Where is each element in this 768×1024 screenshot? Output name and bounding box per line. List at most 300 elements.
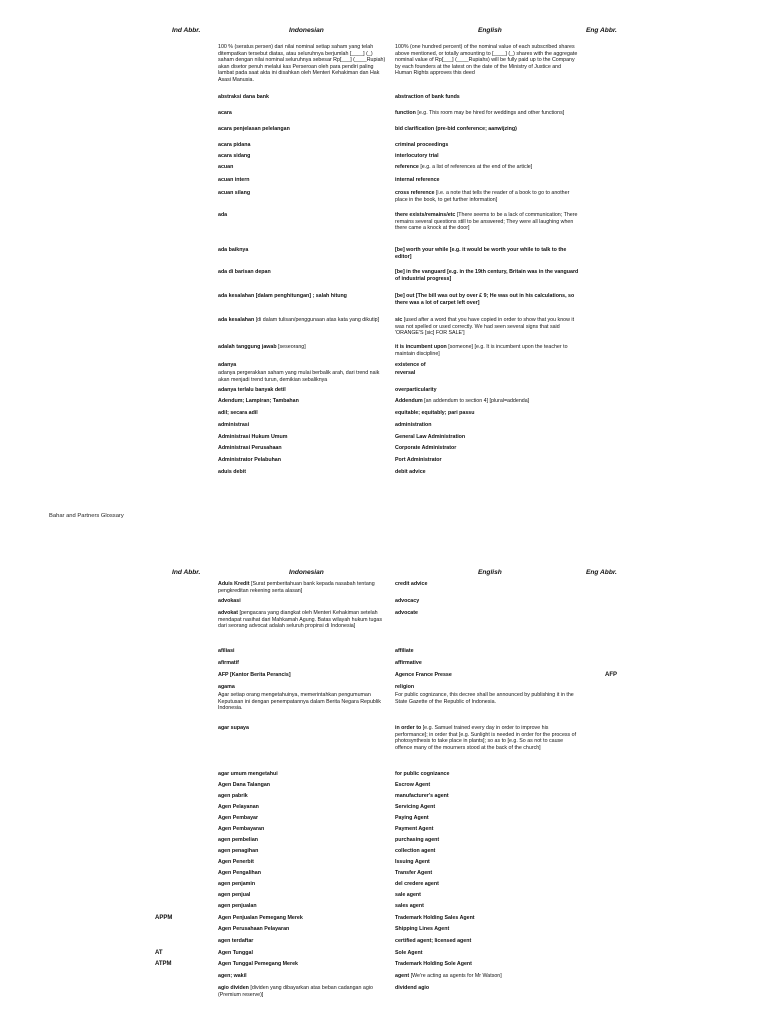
eng-cell [395,362,579,369]
eng-cell [395,410,579,417]
table-row [0,164,768,177]
ind-cell [218,164,388,171]
ind-term: acara pidana [218,142,251,148]
eng-term: equitable; equitably; pari passu [395,410,475,416]
eng-cell [395,950,579,957]
table-row [0,870,768,881]
table-row [0,410,768,422]
ind-cell [218,293,388,300]
ind-cell [218,457,388,464]
eng-term: Transfer Agent [395,870,433,876]
ind-gloss: [seseorang] [276,344,306,350]
eng-term: sale agent [395,892,421,898]
ind-term: Agen Pembayar [218,815,259,821]
ind-cell [218,848,388,855]
ind-term: advokat [218,610,239,616]
table-row [0,469,768,479]
ind-cell [218,370,388,383]
table-row [0,362,768,370]
ind-gloss: 100 % (seratus persen) dari nilai nominal setiap saham yang telah ditempatkan tersebut diatas, atau seluruhnya berjumlah [____] (_) saham dengan nilai nominal seluruhnya sebesar Rp[___] (____Rupiah) akan disetor penuh melalui kas Perseroan oleh para pendiri paling lambat pada saat akta ini disahkan oleh Menteri Kehakiman dan Hak Asasi Manusia. [218,44,386,83]
eng-cell [395,581,579,588]
eng-cell [395,870,579,877]
ind-cell [218,881,388,888]
ind-term: adalah tanggung jawab [218,344,277,350]
header-ind-abbr: Ind Abbr. [172,27,201,34]
ind-term: Agen Pelayanan [218,804,259,810]
eng-cell [395,269,579,282]
eng-cell [395,804,579,811]
eng-term: administration [395,422,432,428]
eng-term: agent [395,973,410,979]
eng-term: interlocutory trial [395,153,439,159]
ind-cell [218,269,388,276]
eng-cell [395,985,579,992]
ind-term: acuan intern [218,177,250,183]
table-row [0,660,768,672]
ind-cell [218,94,388,101]
ind-cell [218,317,388,324]
eng-term: certified agent; licensed agent [395,938,472,944]
ind-term: agama [218,684,235,690]
ind-term: ada [218,212,228,218]
eng-cell [395,725,579,751]
eng-term: bid clarification (pre-bid conference; aanwijzing) [395,126,517,132]
ind-cell [218,892,388,899]
ind-term: Aduis Kredit [218,581,250,587]
eng-term: sales agent [395,903,424,909]
table-row [0,317,768,344]
table-row [0,648,768,660]
eng-gloss: [someone] [e.g. It is incumbent upon the teacher to maintain discipline] [395,344,568,357]
table-row [0,782,768,793]
table-row [0,293,768,317]
table-row [0,434,768,445]
ind-cell [218,398,388,405]
ind-term: agen pembelian [218,837,259,843]
table-row [0,915,768,926]
ind-cell [218,804,388,811]
header-eng-abbr: Eng Abbr. [586,27,617,34]
eng-term: collection agent [395,848,436,854]
table-row [0,44,768,94]
table-row [0,422,768,434]
header-eng-abbr: Eng Abbr. [586,569,617,576]
eng-term: advocacy [395,598,420,604]
table-row [0,344,768,362]
ind-term: acara penjelasan pelelangan [218,126,290,132]
ind-term: agen penjual [218,892,251,898]
ind-term: acuan silang [218,190,251,196]
table-row [0,126,768,142]
eng-cell [395,153,579,160]
table-row [0,837,768,848]
eng-gloss: [e.g. This room may be hired for weddings and other functions] [415,110,565,116]
eng-term: cross reference [395,190,435,196]
eng-term: Trademark Holding Sales Agent [395,915,475,921]
ind-cell [218,837,388,844]
table-row [0,457,768,469]
table-row [0,581,768,598]
ind-cell [218,126,388,133]
ind-term: Agen Tunggal [218,950,253,956]
ind-cell [218,110,388,117]
ind-cell [218,387,388,394]
eng-term: General Law Administration [395,434,466,440]
eng-cell [395,815,579,822]
eng-cell [395,692,579,705]
ind-cell [218,610,388,630]
eng-term: [be] in the vanguard [e.g. in the 19th century, Britain was in the vanguard of industrial progress] [395,269,579,282]
table-row [0,269,768,293]
table-row [0,938,768,950]
table-row [0,793,768,804]
eng-cell [395,926,579,933]
ind-abbr-cell: AT [155,950,163,956]
eng-gloss: [There seems to be a lack of communication; There remains several questions still to be answered; They were all laughing when there came a knock at the door] [395,212,578,232]
ind-term: administrasi [218,422,250,428]
eng-cell [395,94,579,101]
eng-term: Corporate Administrator [395,445,457,451]
eng-term: there exists/remains/etc [395,212,456,218]
ind-term: afirmatif [218,660,239,666]
ind-gloss: [pengacara yang diangkat oleh Menteri Kehakiman setelah mendapat nasihat dari Mahkamah Agung. Batas wilayah hukum tugas dari seorang advocat adalah seluruh propinsi di Indonesia] [218,610,383,630]
ind-cell [218,434,388,441]
ind-cell [218,648,388,655]
glossary-table-1 [0,44,768,479]
eng-cell [395,469,579,476]
eng-cell [395,826,579,833]
ind-cell [218,190,388,197]
eng-cell [395,317,579,337]
header-indonesian: Indonesian [289,27,324,34]
eng-term: Sole Agent [395,950,423,956]
ind-cell [218,177,388,184]
eng-cell [395,457,579,464]
ind-term: agen penjualan [218,903,257,909]
eng-term: Servicing Agent [395,804,436,810]
eng-cell [395,848,579,855]
table-row [0,387,768,398]
header-indonesian: Indonesian [289,569,324,576]
table-row [0,961,768,973]
eng-cell [395,938,579,945]
table-row [0,94,768,110]
ind-cell [218,903,388,910]
ind-term: Agen Pembayaran [218,826,265,832]
ind-gloss: Agar setiap orang mengetahuinya, memerintahkan pengumuman Keputusan ini dengan penempatannya dalam Berita Negara Republik Indonesia. [218,692,381,712]
ind-term: Agen Dana Talangan [218,782,270,788]
ind-term: adil; secara adil [218,410,258,416]
ind-cell [218,782,388,789]
ind-term: agar supaya [218,725,249,731]
ind-term: Agen Penjualan Pemegang Merek [218,915,303,921]
eng-term: Agence France Presse [395,672,452,678]
eng-cell [395,648,579,655]
ind-cell [218,660,388,667]
eng-term: debit advice [395,469,426,475]
eng-cell [395,660,579,667]
eng-cell [395,434,579,441]
eng-term: Shipping Lines Agent [395,926,450,932]
ind-cell [218,598,388,605]
eng-gloss: [i.e. a note that tells the reader of a book to go to another place in the book, to get further information] [395,190,570,203]
ind-term: acara sidang [218,153,251,159]
table-row [0,804,768,815]
ind-term: Agen Tunggal Pemegang Merek [218,961,298,967]
eng-cell [395,44,579,77]
ind-term: Administrasi Hukum Umum [218,434,288,440]
table-row [0,859,768,870]
eng-cell [395,387,579,394]
eng-cell [395,782,579,789]
eng-cell [395,892,579,899]
eng-cell [395,177,579,184]
table-row [0,445,768,457]
page-footer: Bahar and Partners Glossary [49,513,124,519]
eng-term: advocate [395,610,418,616]
eng-cell [395,859,579,866]
eng-term: Trademark Holding Sole Agent [395,961,472,967]
eng-term: for public cognizance [395,771,450,777]
eng-term: credit advice [395,581,428,587]
eng-cell [395,610,579,617]
eng-cell [395,212,579,232]
eng-cell [395,344,579,357]
ind-cell [218,247,388,254]
eng-term: Addendum [395,398,423,404]
table-row [0,903,768,915]
eng-term: in order to [395,725,422,731]
eng-term: function [395,110,416,116]
table-row [0,610,768,648]
eng-term: Paying Agent [395,815,429,821]
ind-gloss: [Surat pemberitahuan bank kepada nasabah tentang pengkreditan rekening serta alasan] [218,581,375,594]
ind-term: Agen Penerbit [218,859,254,865]
eng-term: [be] out [The bill was out by over £ 9; He was out in his calculations, so there was a lot of carpet left over] [395,293,575,306]
eng-term: overparticularity [395,387,437,393]
ind-term: agen pabrik [218,793,248,799]
eng-cell [395,598,579,605]
table-row [0,598,768,610]
ind-term: acuan [218,164,234,170]
ind-gloss: [dividen yang dibayarkan atas beban cadangan agio (Premium reserve)] [218,985,373,998]
eng-cell [395,881,579,888]
table-row [0,247,768,269]
ind-cell [218,422,388,429]
ind-cell [218,725,388,732]
eng-term: manufacturer's agent [395,793,449,799]
eng-cell [395,422,579,429]
eng-term: criminal proceedings [395,142,449,148]
glossary-table-2 [0,581,768,1005]
header-ind-abbr: Ind Abbr. [172,569,201,576]
ind-cell [218,581,388,594]
table-row [0,684,768,692]
table-row [0,142,768,153]
table-row [0,985,768,1005]
ind-cell [218,684,388,691]
eng-term: [be] worth your while [e.g. it would be worth your while to talk to the editor] [395,247,567,260]
ind-term: Agen Pengalihan [218,870,261,876]
eng-term: dividend agio [395,985,430,991]
eng-cell [395,793,579,800]
ind-term: aduis debit [218,469,246,475]
ind-cell [218,815,388,822]
ind-cell [218,973,388,980]
ind-term: acara [218,110,232,116]
ind-cell [218,985,388,998]
ind-cell [218,870,388,877]
eng-cell [395,961,579,968]
ind-term: agar umum mengetahui [218,771,278,777]
table-row [0,110,768,126]
ind-term: Administrator Pelabuhan [218,457,281,463]
ind-cell [218,859,388,866]
ind-cell [218,826,388,833]
eng-gloss: [e.g. a list of references at the end of the article] [418,164,533,170]
table-row [0,771,768,782]
eng-cell [395,903,579,910]
eng-abbr-cell: AFP [605,672,617,678]
table-row [0,881,768,892]
eng-cell [395,837,579,844]
ind-term: adanya [218,362,237,368]
ind-term: abstraksi dana bank [218,94,269,100]
ind-term: AFP [Kantor Berita Perancis] [218,672,291,678]
ind-cell [218,153,388,160]
ind-cell [218,344,388,351]
eng-term: reference [395,164,419,170]
ind-abbr-cell: ATPM [155,961,172,967]
ind-term: Agen Perusahaan Pelayaran [218,926,290,932]
eng-gloss: [an addendum to section 4] [plural=addenda] [422,398,530,404]
ind-cell [218,445,388,452]
eng-cell [395,915,579,922]
table-row [0,177,768,190]
eng-term: it is incumbent upon [395,344,447,350]
ind-term: agio dividen [218,985,249,991]
ind-term: Adendum; Lampiran; Tambahan [218,398,299,404]
eng-term: Issuing Agent [395,859,430,865]
ind-term: Administrasi Perusahaan [218,445,282,451]
eng-cell [395,190,579,203]
eng-cell [395,110,579,117]
eng-gloss: [We're acting as agents for Mr Watson] [409,973,502,979]
ind-term: ada kesalahan [dalam penghitungan] ; salah hitung [218,293,347,299]
eng-term: existence of [395,362,426,368]
ind-cell [218,692,388,712]
table-row [0,826,768,837]
eng-gloss: 100% (one hundred percent) of the nominal value of each subscribed shares above mentioned, or totally amounting to [____] (_) shares with the aggregate nominal value of Rp[___] (____Rupiahs) will be fully paid up to the Company by each founders at the latest on the date of the Ministry of Justice and Human Rights approves this deed [395,44,578,77]
ind-cell [218,410,388,417]
eng-cell [395,293,579,306]
ind-term: agen terdaftar [218,938,254,944]
eng-cell [395,126,579,133]
table-row [0,973,768,985]
eng-term: del credere agent [395,881,439,887]
table-row [0,926,768,938]
ind-cell [218,44,388,84]
ind-term: afiliasi [218,648,235,654]
eng-term: affiliate [395,648,414,654]
ind-term: ada di barisan depan [218,269,271,275]
table-row [0,190,768,212]
header-english: English [478,569,502,576]
eng-gloss: For public cognizance, this decree shall be announced by publishing it in the State Gazette of the Republic of Indonesia. [395,692,574,705]
ind-cell [218,212,388,219]
ind-term: ada kesalahan [218,317,255,323]
eng-term: Payment Agent [395,826,434,832]
eng-term: affirmative [395,660,422,666]
eng-term: Port Administrator [395,457,442,463]
eng-cell [395,142,579,149]
eng-cell [395,164,579,171]
eng-cell [395,973,579,980]
ind-cell [218,926,388,933]
ind-cell [218,469,388,476]
ind-gloss: adanya pergerakkan saham yang mulai berbalik arah, dari trend naik akan menjadi trend turun, demikian sebaliknya [218,370,380,383]
eng-term: Escrow Agent [395,782,431,788]
ind-term: agen penagihan [218,848,259,854]
ind-abbr-cell: APPM [155,915,173,921]
ind-cell [218,771,388,778]
table-row [0,848,768,859]
eng-cell [395,672,579,679]
table-row [0,892,768,903]
ind-cell [218,672,388,679]
ind-gloss: [di dalam tulisan/penggunaan atas kata yang dikutip] [254,317,380,323]
table-row [0,692,768,725]
ind-cell [218,362,388,369]
eng-term: sic [395,317,403,323]
header-english: English [478,27,502,34]
table-row [0,398,768,410]
ind-cell [218,142,388,149]
ind-cell [218,950,388,957]
table-row [0,370,768,387]
table-row [0,153,768,164]
eng-term: purchasing agent [395,837,440,843]
eng-gloss: [used after a word that you have copied in order to show that you know it was not spelled or used correctly. We had seen several signs that said 'ORANGE'S [sic] FOR SALE'] [395,317,575,337]
eng-gloss: [e.g. Samuel trained every day in order to improve his performance]; in order that [e.g. Sunlight is needed in order for the process of photosynthesis to take place in plants]; so as to [e.g. So as not to cause offence many of the mourners stood at the back of the church] [395,725,577,751]
ind-term: adanya terlalu banyak detil [218,387,286,393]
eng-term: internal reference [395,177,440,183]
eng-term: reversal [395,370,416,376]
ind-term: agen; wakil [218,973,247,979]
eng-cell [395,247,579,260]
eng-cell [395,771,579,778]
eng-term: abstraction of bank funds [395,94,460,100]
eng-cell [395,398,579,405]
table-row [0,950,768,961]
eng-cell [395,684,579,691]
ind-term: advokasi [218,598,241,604]
table-row [0,672,768,684]
ind-term: agen penjamin [218,881,256,887]
table-row [0,815,768,826]
ind-cell [218,793,388,800]
ind-term: ada baiknya [218,247,249,253]
eng-cell [395,445,579,452]
glossary-page-2 [0,560,768,1024]
table-row [0,212,768,247]
ind-cell [218,961,388,968]
ind-cell [218,915,388,922]
ind-cell [218,938,388,945]
table-row [0,725,768,771]
eng-term: religion [395,684,415,690]
eng-cell [395,370,579,377]
